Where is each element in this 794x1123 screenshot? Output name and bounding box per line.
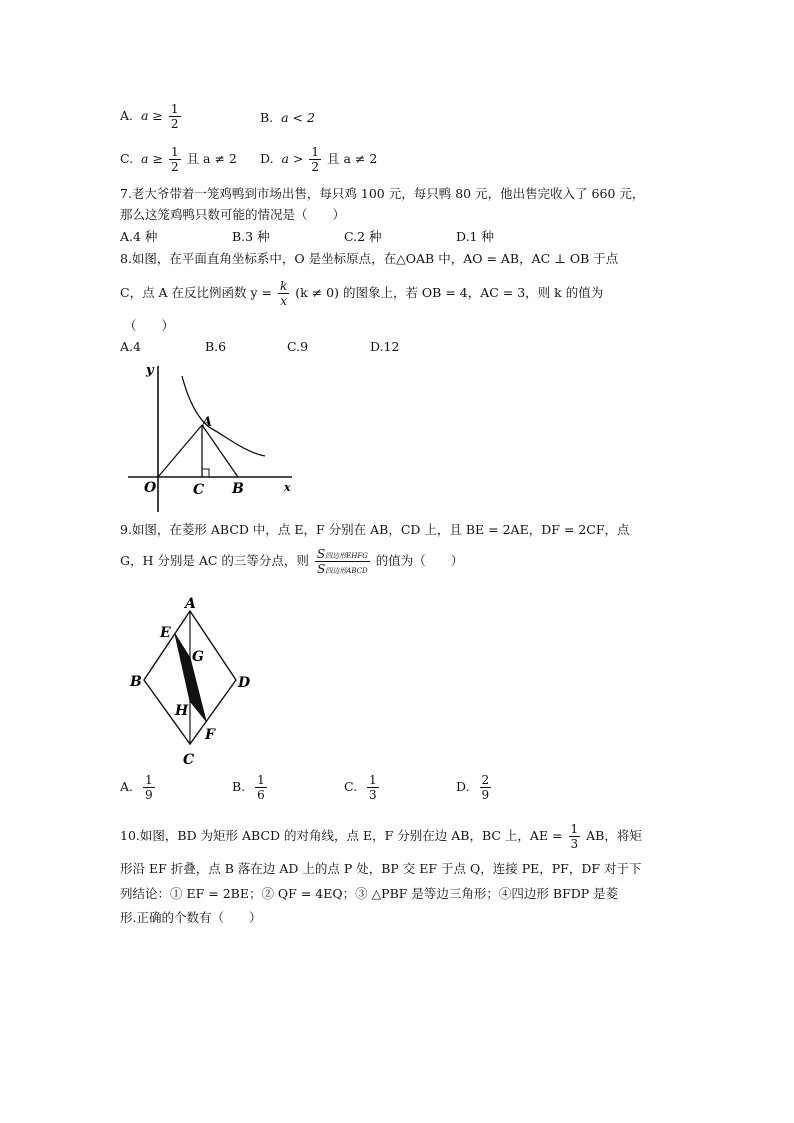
- q8-option-c: C.9: [287, 339, 309, 354]
- fraction: $\frac{1}{2}$: [170, 145, 179, 174]
- label-b: B: [232, 481, 244, 497]
- q8-line-2: C，点 A 在反比例函数 y = $\frac{k}{x}$ (k ≠ 0) 的图象上，若 OB = 4，AC = 3，则 k 的值为: [120, 279, 604, 308]
- label-h: H: [175, 703, 189, 719]
- label-f: F: [205, 727, 215, 743]
- q7-option-c: C.2 种: [344, 229, 382, 244]
- fraction: $\frac{1}{3}$: [369, 773, 377, 802]
- fraction: $\frac{1}{2}$: [170, 102, 179, 131]
- q7-line-1: 7.老大爷带着一笼鸡鸭到市场出售，每只鸡 100 元，每只鸭 80 元，他出售完收入了 660 元，: [120, 186, 645, 201]
- q8-figure: [120, 362, 300, 517]
- q9-option-a: A. $\frac{1}{9}$: [120, 773, 153, 802]
- q10-line-1: 10.如图，BD 为矩形 ABCD 的对角线，点 E，F 分别在边 AB，BC 上，AE = $\frac{1}{3}$ AB，将矩: [120, 822, 642, 851]
- q9-line-2: G，H 分别是 AC 的三等分点，则 $\frac{\text{S四边形EHFG}}{\text{S四边形ABCD}}$ 的值为（ ）: [120, 547, 464, 576]
- q6-option-d: D. a > $\frac{1}{2}$ 且 a ≠ 2: [260, 145, 378, 174]
- label-b: B: [130, 674, 142, 690]
- q7-option-a: A.4 种: [120, 229, 158, 244]
- q7-option-d: D.1 种: [456, 229, 494, 244]
- q9-option-d: D. $\frac{2}{9}$: [456, 773, 490, 802]
- label-a: A: [202, 415, 213, 430]
- q8-option-a: A.4: [120, 339, 141, 354]
- fraction: $\frac{2}{9}$: [481, 773, 490, 802]
- right-angle-mark: [202, 469, 209, 477]
- fraction: $\frac{k}{x}$: [280, 279, 288, 308]
- label-x: x: [284, 481, 291, 494]
- q7-line-2: 那么这笼鸡鸭只数可能的情况是（ ）: [120, 207, 346, 222]
- hyperbola-curve: [182, 376, 265, 456]
- q10-line-4: 形.正确的个数有（ ）: [120, 910, 262, 925]
- fraction: $\frac{1}{6}$: [257, 773, 265, 802]
- q8-line-1: 8.如图，在平面直角坐标系中，O 是坐标原点，在△OAB 中，AO = AB，AC ⊥ OB 于点: [120, 251, 619, 266]
- fraction: $\frac{1}{2}$: [311, 145, 320, 174]
- area-ratio-fraction: $\frac{\text{S四边形EHFG}}{\text{S四边形ABCD}}$: [316, 547, 368, 576]
- q9-option-b: B. $\frac{1}{6}$: [232, 773, 265, 802]
- label-c: C: [193, 482, 205, 498]
- label-e: E: [160, 625, 171, 641]
- segment-oa: [158, 425, 202, 477]
- q9-figure: [122, 594, 262, 770]
- label-d: D: [238, 675, 251, 691]
- q9-line-1: 9.如图，在菱形 ABCD 中，点 E，F 分别在 AB，CD 上，且 BE = 2AE，DF = 2CF，点: [120, 522, 630, 537]
- q8-line-3: （ ）: [124, 318, 175, 333]
- label-g: G: [192, 649, 204, 665]
- q10-line-3: 列结论：① EF = 2BE；② QF = 4EQ；③ △PBF 是等边三角形；④四边形 BFDP 是菱: [120, 886, 619, 901]
- q6-option-b: B. a < 2: [260, 110, 315, 125]
- q9-option-c: C. $\frac{1}{3}$: [344, 773, 377, 802]
- label-o: O: [144, 480, 157, 496]
- fraction: $\frac{1}{3}$: [570, 822, 579, 851]
- q7-option-b: B.3 种: [232, 229, 270, 244]
- q6-option-a: A. a ≥ $\frac{1}{2}$: [120, 102, 179, 131]
- label-a: A: [185, 596, 196, 612]
- label-y: y: [146, 363, 154, 378]
- label-c: C: [183, 752, 195, 768]
- fraction: $\frac{1}{9}$: [144, 773, 153, 802]
- q8-option-b: B.6: [205, 339, 227, 354]
- q6-option-c: C. a ≥ $\frac{1}{2}$ 且 a ≠ 2: [120, 145, 237, 174]
- q8-option-d: D.12: [370, 339, 400, 354]
- q10-line-2: 形沿 EF 折叠，点 B 落在边 AD 上的点 P 处，BP 交 EF 于点 Q，连接 PE，PF，DF 对于下: [120, 861, 642, 876]
